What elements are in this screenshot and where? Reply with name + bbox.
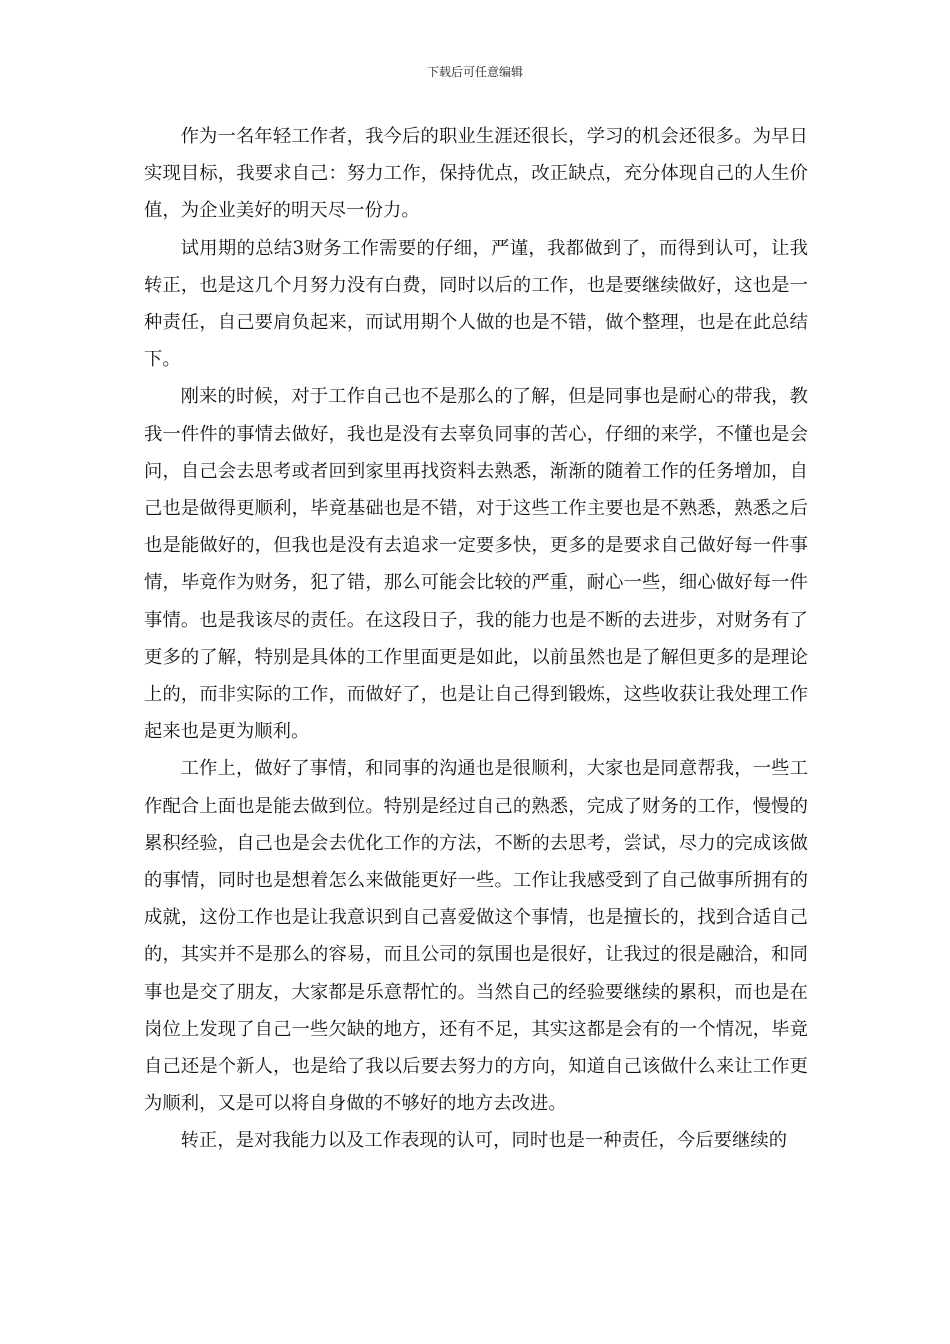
paragraph-5: 转正，是对我能力以及工作表现的认可，同时也是一种责任，今后要继续的 — [180, 1130, 788, 1152]
paragraph-3: 刚来的时候，对于工作自己也不是那么的了解，但是同事也是耐心的带我，教我一件件的事情去做好，我也是没有去辜负同事的苦心，仔细的来学，不懂也是会问，自己会去思考或者回到家里再找资料去熟悉，渐渐的随着工作的任务增加，自己也是做得更顺利，毕竟基础也是不错，对于这些工作主要也是不熟悉，熟悉之后也是能做好的，但我也是没有去追求一定要多快，更多的是要求自己做好每一件事情，毕竟作为财务，犯了错，那么可能会比较的严重，耐心一些，细心做好每一件事情。也是我该尽的责任。在这段日子，我的能力也是不断的去进步，对财务有了更多的了解，特别是具体的工作里面更是如此，以前虽然也是了解但更多的是理论上的，而非实际的工作，而做好了，也是让自己得到锻炼，这些收获让我处理工作起来也是更为顺利。 — [144, 386, 808, 743]
paragraph-1: 作为一名年轻工作者，我今后的职业生涯还很长，学习的机会还很多。为早日实现目标，我要求自己：努力工作，保持优点，改正缺点，充分体现自己的人生价值，为企业美好的明天尽一份力。 — [144, 126, 808, 222]
paragraph-2: 试用期的总结3财务工作需要的仔细，严谨，我都做到了，而得到认可，让我转正，也是这几个月努力没有白费，同时以后的工作，也是要继续做好，这也是一种责任，自己要肩负起来，而试用期个人做的也是不错，做个整理，也是在此总结下。 — [144, 237, 808, 371]
paragraph-4: 工作上，做好了事情，和同事的沟通也是很顺利，大家也是同意帮我，一些工作配合上面也是能去做到位。特别是经过自己的熟悉，完成了财务的工作，慢慢的累积经验，自己也是会去优化工作的方法，不断的去思考，尝试，尽力的完成该做的事情，同时也是想着怎么来做能更好一些。工作让我感受到了自己做事所拥有的成就，这份工作也是让我意识到自己喜爱做这个事情，也是擅长的，找到合适自己的，其实并不是那么的容易，而且公司的氛围也是很好，让我过的很是融洽，和同事也是交了朋友，大家都是乐意帮忙的。当然自己的经验要继续的累积，而也是在岗位上发现了自己一些欠缺的地方，还有不足，其实这都是会有的一个情况，毕竟自己还是个新人，也是给了我以后要去努力的方向，知道自己该做什么来让工作更为顺利，又是可以将自身做的不够好的地方去改进。 — [144, 758, 808, 1115]
document-body — [144, 118, 808, 1160]
page-header: 下载后可任意编辑 — [426, 65, 523, 79]
